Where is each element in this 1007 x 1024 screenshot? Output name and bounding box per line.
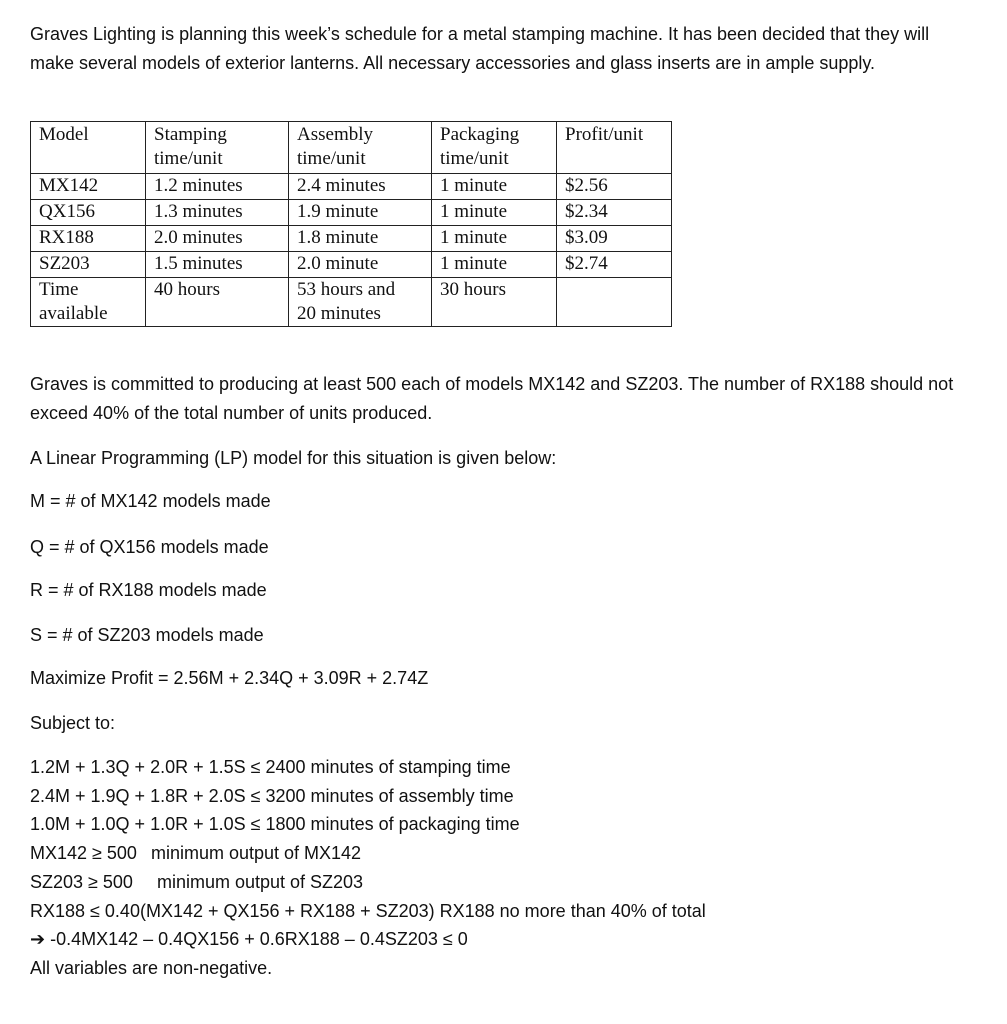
variable-s: S = # of SZ203 models made xyxy=(30,625,264,645)
constraints-block xyxy=(30,753,706,983)
constraint-rx188-rearranged: ➔ -0.4MX142 – 0.4QX156 + 0.6RX188 – 0.4SZ203 ≤ 0 xyxy=(30,929,468,950)
table-cell: 1.5 minutes xyxy=(146,252,289,278)
packaging-available: 30 hours xyxy=(432,278,557,327)
production-table xyxy=(30,121,672,327)
time-available-label: Time available xyxy=(31,278,146,327)
table-cell: SZ203 xyxy=(31,252,146,278)
assembly-available: 53 hours and 20 minutes xyxy=(289,278,432,327)
table-cell: MX142 xyxy=(31,174,146,200)
constraint-assembly: 2.4M + 1.9Q + 1.8R + 2.0S ≤ 3200 minutes of assembly time xyxy=(30,785,514,806)
table-cell: $2.56 xyxy=(557,174,672,200)
table-cell: 1.2 minutes xyxy=(146,174,289,200)
stamping-available: 40 hours xyxy=(146,278,289,327)
table-cell: 1 minute xyxy=(432,174,557,200)
table-cell: $2.74 xyxy=(557,252,672,278)
table-cell: $3.09 xyxy=(557,226,672,252)
constraint-packaging: 1.0M + 1.0Q + 1.0R + 1.0S ≤ 1800 minutes of packaging time xyxy=(30,814,520,835)
variable-q: Q = # of QX156 models made xyxy=(30,537,269,557)
table-row xyxy=(31,226,672,252)
table-cell: RX188 xyxy=(31,226,146,252)
commitment-paragraph: Graves is committed to producing at least 500 each of models MX142 and SZ203. The number of RX188 should not exceed 40% of the total number of units produced. xyxy=(30,374,954,423)
header-stamping: Stamping time/unit xyxy=(146,122,289,174)
table-row xyxy=(31,252,672,278)
header-packaging: Packaging time/unit xyxy=(432,122,557,174)
right-arrow-icon: ➔ xyxy=(30,929,46,950)
subject-to-label: Subject to: xyxy=(30,713,116,733)
constraint-rx188-share: RX188 ≤ 0.40(MX142 + QX156 + RX188 + SZ203) RX188 no more than 40% of total xyxy=(30,900,706,921)
variable-m: M = # of MX142 models made xyxy=(30,491,271,511)
table-cell: 1.8 minute xyxy=(289,226,432,252)
table-cell: 1.3 minutes xyxy=(146,200,289,226)
table-row xyxy=(31,200,672,226)
header-assembly: Assembly time/unit xyxy=(289,122,432,174)
table-header-row xyxy=(31,122,672,174)
table-cell: $2.34 xyxy=(557,200,672,226)
table-cell: 2.0 minute xyxy=(289,252,432,278)
nonnegativity-note: All variables are non-negative. xyxy=(30,957,273,978)
constraint-stamping: 1.2M + 1.3Q + 2.0R + 1.5S ≤ 2400 minutes of stamping time xyxy=(30,757,511,777)
constraint-min-sz203: SZ203 ≥ 500 minimum output of SZ203 xyxy=(30,871,364,892)
table-cell: 1 minute xyxy=(432,252,557,278)
table-cell: 2.0 minutes xyxy=(146,226,289,252)
time-available-row xyxy=(31,278,672,327)
lp-intro: A Linear Programming (LP) model for this situation is given below: xyxy=(30,448,557,468)
table-cell: 1.9 minute xyxy=(289,200,432,226)
table-cell: QX156 xyxy=(31,200,146,226)
objective-function: Maximize Profit = 2.56M + 2.34Q + 3.09R + 2.74Z xyxy=(30,668,429,688)
table-cell: 1 minute xyxy=(432,200,557,226)
intro-paragraph: Graves Lighting is planning this week’s schedule for a metal stamping machine. It has been decided that they will make several models of exterior lanterns. All necessary accessories and glass inserts are in ample supply. xyxy=(30,24,930,73)
header-profit: Profit/unit xyxy=(557,122,672,174)
table-cell: 2.4 minutes xyxy=(289,174,432,200)
header-model: Model xyxy=(31,122,146,174)
profit-available xyxy=(557,278,672,327)
table-row xyxy=(31,174,672,200)
table-cell: 1 minute xyxy=(432,226,557,252)
variable-r: R = # of RX188 models made xyxy=(30,580,267,600)
constraint-min-mx142: MX142 ≥ 500 minimum output of MX142 xyxy=(30,843,362,864)
